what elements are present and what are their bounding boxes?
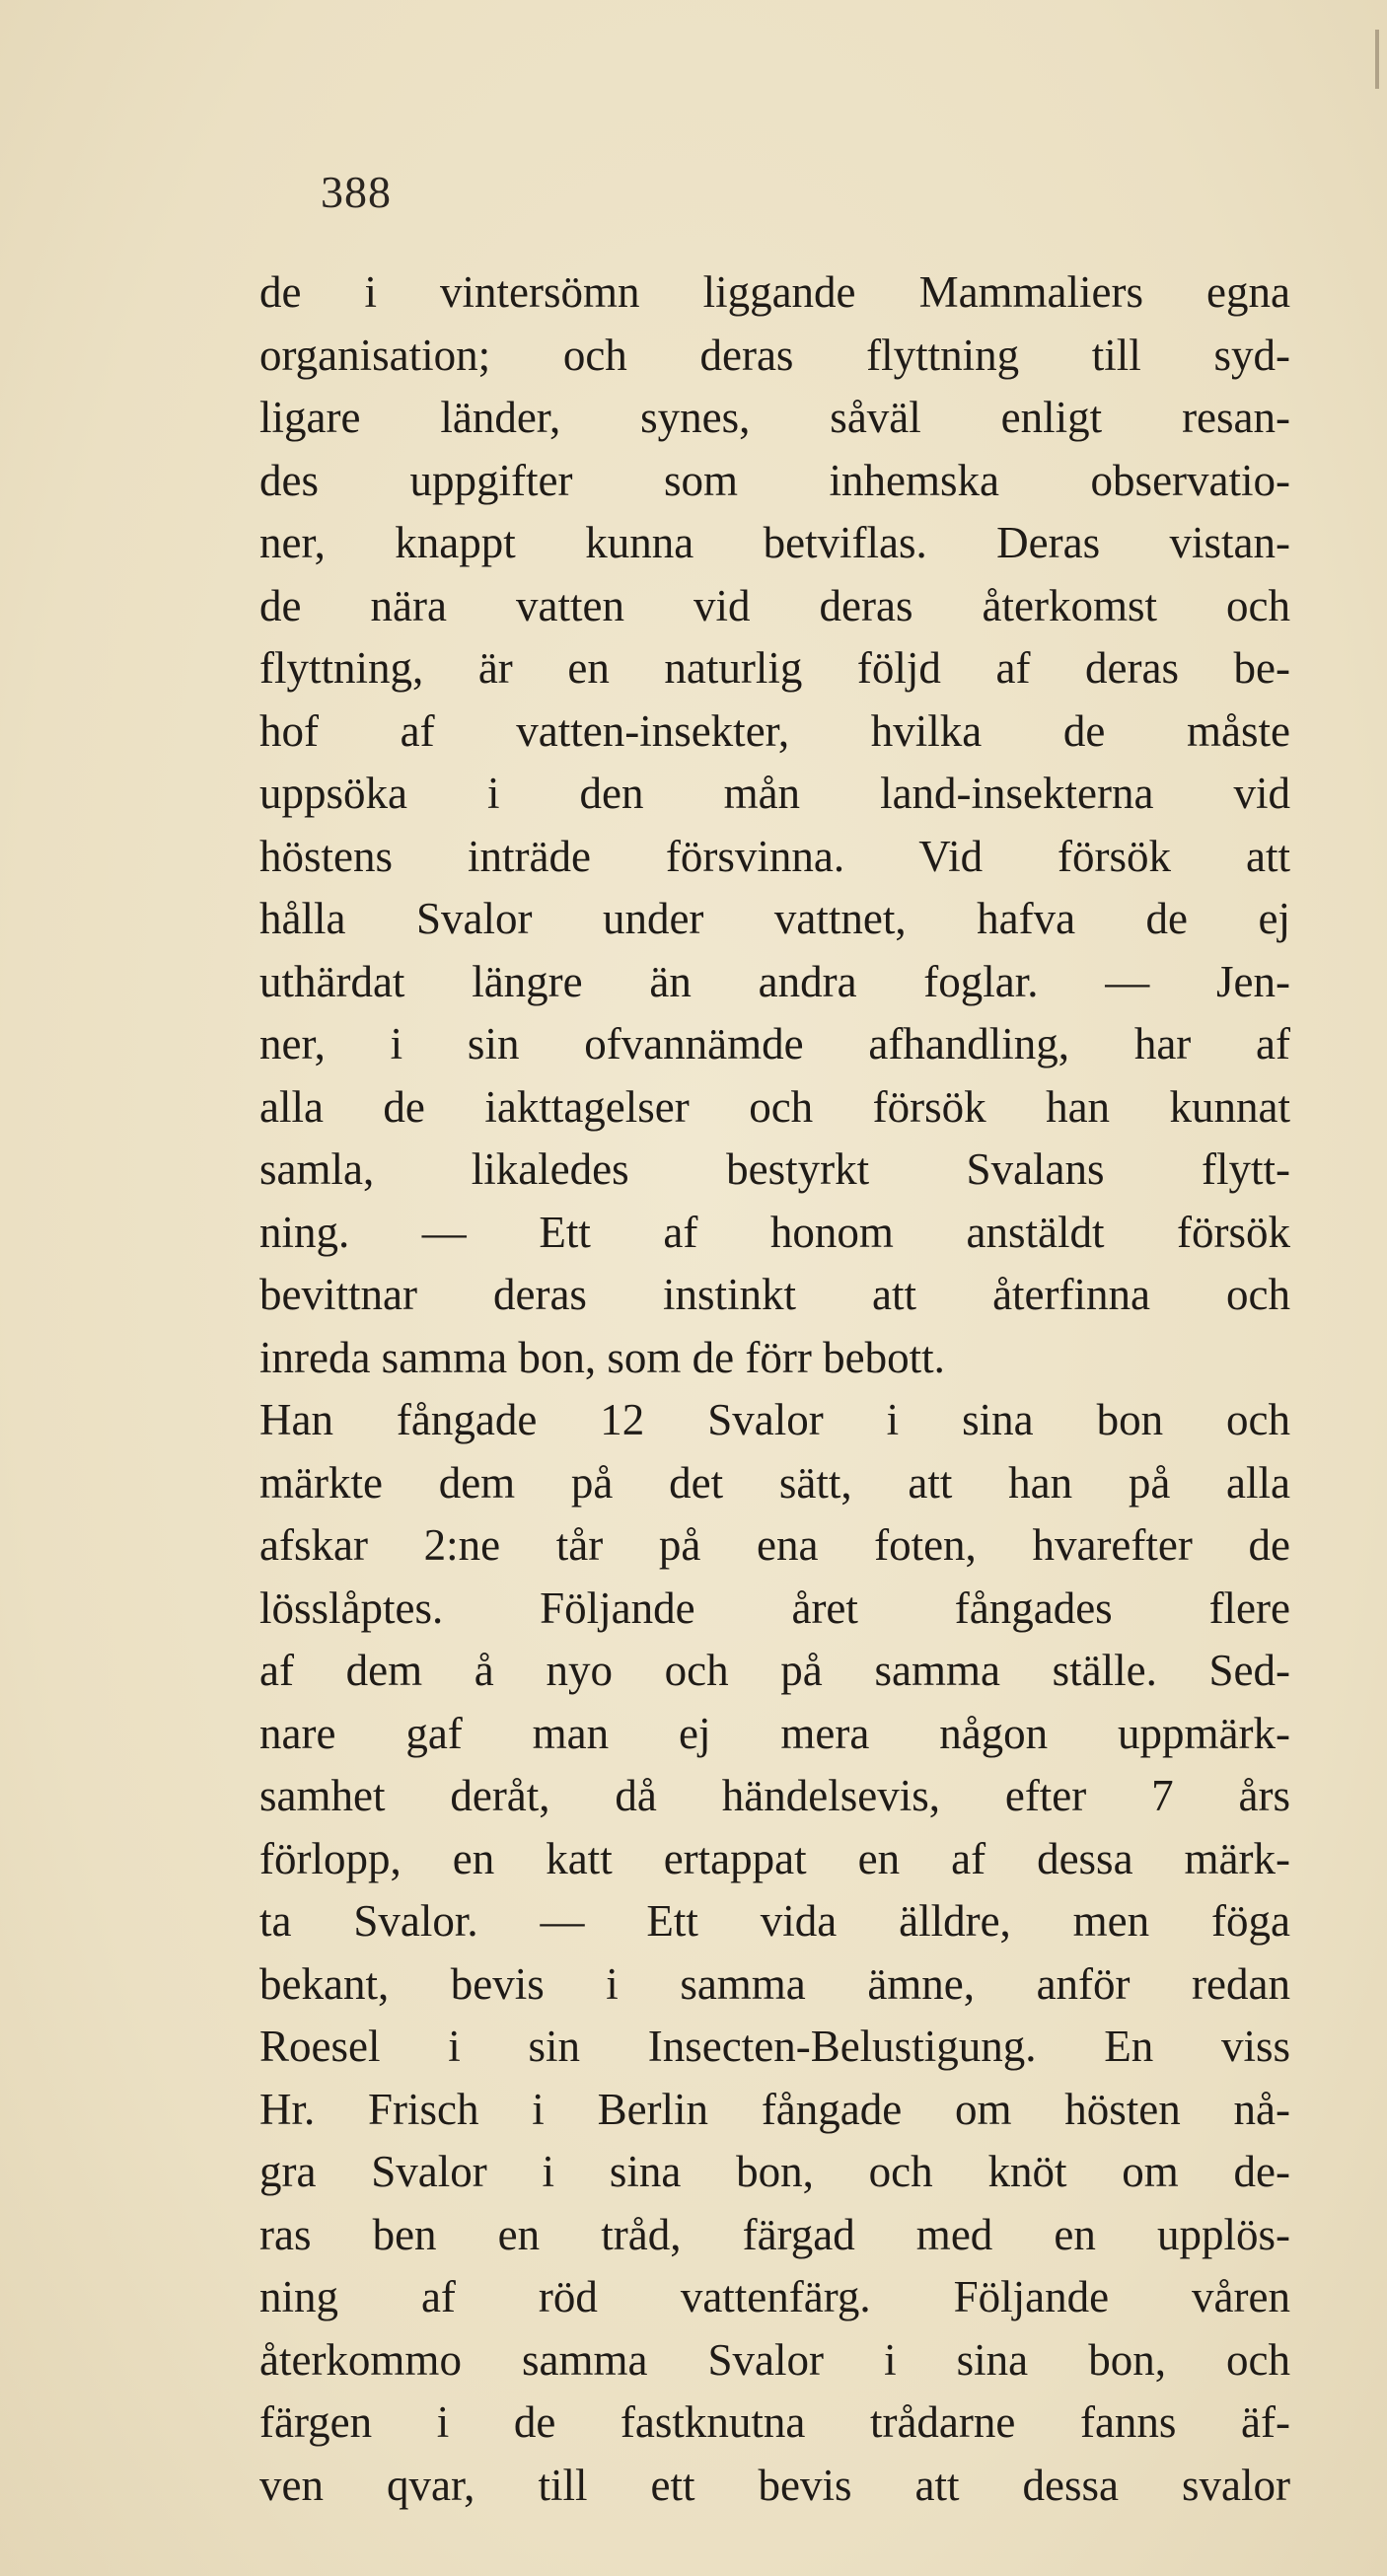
text-line: inreda samma bon, som de förr bebott. bbox=[259, 1332, 945, 1382]
text-line: af dem å nyo och på samma ställe. Sed- bbox=[259, 1646, 1290, 1695]
text-line: ta Svalor. — Ett vida älldre, men föga bbox=[259, 1896, 1290, 1946]
text-line: hålla Svalor under vattnet, hafva de ej bbox=[259, 894, 1290, 943]
text-line: nare gaf man ej mera någon uppmärk- bbox=[259, 1708, 1290, 1758]
text-line: ning. — Ett af honom anstäldt försök bbox=[259, 1207, 1290, 1257]
text-line: des uppgifter som inhemska observatio- bbox=[259, 455, 1290, 505]
text-line: samla, likaledes bestyrkt Svalans flytt- bbox=[259, 1144, 1290, 1194]
page-number: 388 bbox=[321, 167, 392, 217]
text-line: de nära vatten vid deras återkomst och bbox=[259, 580, 1290, 630]
text-line: märkte dem på det sätt, att han på alla bbox=[259, 1457, 1290, 1508]
text-line: ras ben en tråd, färgad med en upplös- bbox=[259, 2209, 1290, 2259]
text-line: ven qvar, till ett bevis att dessa svalor bbox=[259, 2460, 1290, 2510]
text-line: afskar 2:ne tår på ena foten, hvarefter de bbox=[259, 1520, 1290, 1570]
text-line: förlopp, en katt ertappat en af dessa märk- bbox=[259, 1833, 1290, 1883]
text-line: organisation; och deras flyttning till syd- bbox=[259, 330, 1290, 380]
text-line: uppsöka i den mån land-insekterna vid bbox=[259, 769, 1290, 818]
text-line: samhet deråt, då händelsevis, efter 7 års bbox=[259, 1771, 1290, 1820]
text-line: ligare länder, synes, såväl enligt resan- bbox=[259, 393, 1290, 442]
text-line: de i vintersömn liggande Mammaliers egna bbox=[259, 267, 1290, 317]
text-line: lösslåptes. Följande året fångades flere bbox=[259, 1582, 1290, 1633]
text-line: Hr. Frisch i Berlin fångade om hösten nå- bbox=[259, 2084, 1290, 2134]
text-line: ning af röd vattenfärg. Följande våren bbox=[259, 2272, 1290, 2321]
text-line: hof af vatten-insekter, hvilka de måste bbox=[259, 705, 1290, 756]
text-line: Roesel i sin Insecten-Belustigung. En viss bbox=[259, 2022, 1290, 2071]
text-line: bekant, bevis i samma ämne, anför redan bbox=[259, 1958, 1290, 2009]
text-line: ner, i sin ofvannämde afhandling, har af bbox=[259, 1019, 1290, 1068]
text-line: höstens inträde försvinna. Vid försök att bbox=[259, 831, 1290, 881]
body-text bbox=[259, 261, 1290, 2517]
text-line: återkommo samma Svalor i sina bon, och bbox=[259, 2334, 1290, 2385]
text-line: färgen i de fastknutna trådarne fanns äf- bbox=[259, 2397, 1290, 2447]
text-line: uthärdat längre än andra foglar. — Jen- bbox=[259, 956, 1290, 1006]
page-edge-mark bbox=[1375, 30, 1379, 89]
text-line: ner, knappt kunna betviflas. Deras vistan- bbox=[259, 518, 1290, 567]
text-line: flyttning, är en naturlig följd af deras be- bbox=[259, 643, 1290, 693]
text-line: bevittnar deras instinkt att återfinna och bbox=[259, 1270, 1290, 1319]
text-line: gra Svalor i sina bon, och knöt om de- bbox=[259, 2147, 1290, 2196]
text-line: alla de iakttagelser och försök han kunnat bbox=[259, 1081, 1290, 1132]
text-line: Han fångade 12 Svalor i sina bon och bbox=[259, 1395, 1290, 1444]
